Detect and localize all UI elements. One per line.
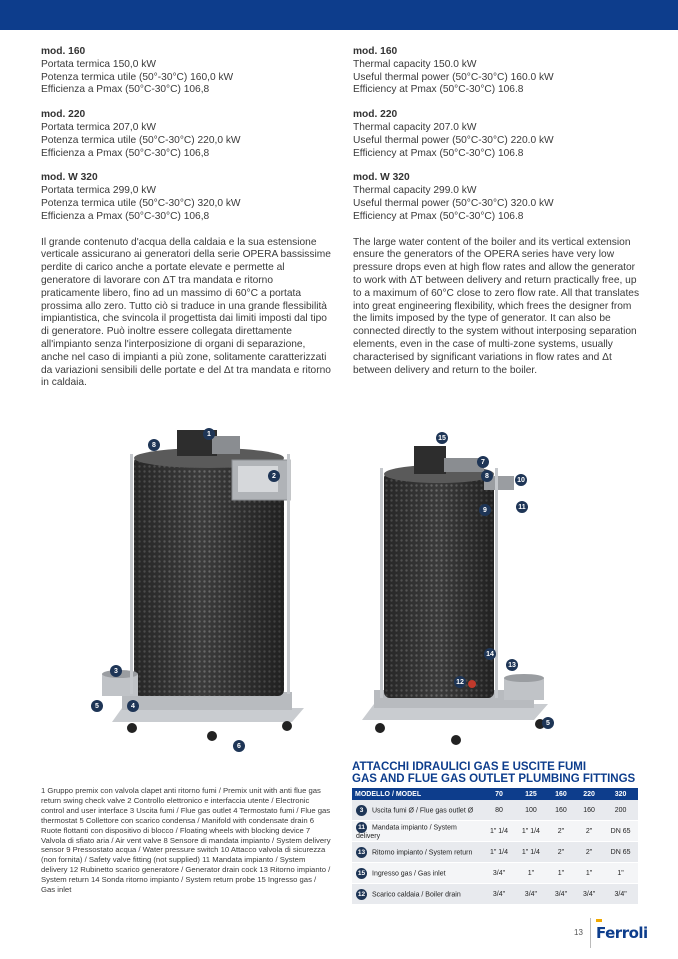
english-column	[353, 46, 643, 377]
brand-mark	[596, 919, 602, 922]
model-block	[353, 172, 643, 223]
row-label: Uscita fumi Ø / Flue gas outlet Ø	[372, 806, 474, 814]
callout-badge: 7	[477, 456, 489, 468]
table-row	[352, 863, 638, 884]
callout-badge: 12	[454, 676, 466, 688]
description-paragraph: The large water content of the boiler and its vertical extension ensure the generators of the OPERA series have very low pressure drops even at high flow rates and allow the generator to work with ΔT between delivery and return practically free, up to a maximum of 60°C close to zero flow rate. All that translates into great engineering flexibility, which frees the designer from the limits imposed by the type of generator. It can also be connected directly to the system without interposing separation elements, even in the case of multi-zone systems, usually characterised by significant variations in flow rates and Δt between delivery and return to the boiler.	[353, 236, 640, 376]
spec-line: Useful thermal power (50°C-30°C) 320.0 kW	[353, 197, 554, 209]
spec-line: Potenza termica utile (50°C-30°C) 220,0 kW	[41, 134, 241, 146]
callout-badge: 5	[542, 717, 554, 729]
callout-badge: 11	[516, 501, 528, 513]
row-label-cell	[352, 863, 483, 884]
table-cell: 2"	[547, 821, 575, 842]
callout-badge: 15	[436, 432, 448, 444]
component-legend: 1 Gruppo premix con valvola clapet anti ritorno fumi / Premix unit with anti flue gas return swing check valve 2 Controllo elettronico e interfaccia utente / Electronic control and user interface 3 Uscita fumi / Flue gas outlet 4 Termostato fumi / Flue gas thermostat 5 Collettore con scarico condensa / Manifold with condensate drain 6 Ruote flottanti con dispositivo di blocco / Floating wheels with blocking device 7 Valvola di sfiato aria / Air vent valve 8 Sensore di mandata impianto / System delivery sensor 9 Pressostato acqua / Water pressure switch 10 Attacco valvola di sicurezza (non fornita) / Safety valve fitting (not supplied) 11 Mandata impianto / System delivery 12 Rubinetto scarico generatore / Generator drain cock 13 Ritorno impianto / System return 14 Sonda ritorno impianto / System return probe 15 Ingresso gas / Gas inlet	[41, 786, 331, 895]
callout-badge: 2	[268, 470, 280, 482]
row-badge: 12	[357, 890, 366, 898]
table-row	[352, 800, 638, 821]
table-cell: 3/4"	[483, 863, 515, 884]
spec-line: Useful thermal power (50°C-30°C) 220.0 kW	[353, 134, 554, 146]
table-cell: 3/4"	[575, 884, 603, 905]
row-label: Mandata impianto / System delivery	[356, 824, 457, 840]
model-title: mod. 220	[41, 109, 86, 121]
column-header: 125	[515, 788, 547, 800]
table-cell: 2"	[547, 842, 575, 863]
model-block	[353, 109, 643, 160]
model-title: mod. W 320	[353, 172, 410, 184]
top-banner	[0, 0, 678, 30]
callout-badge: 13	[506, 659, 518, 671]
table-cell: 1" 1/4	[483, 821, 515, 842]
callout-badge: 5	[91, 700, 103, 712]
table-cell: 160	[575, 800, 603, 821]
row-badge: 3	[356, 805, 367, 816]
table-cell: 3/4"	[515, 884, 547, 905]
row-badge: 11	[356, 822, 367, 833]
callout-badge: 3	[110, 665, 122, 677]
row-badge: 15	[357, 869, 366, 877]
row-label: Scarico caldaia / Boiler drain	[372, 890, 461, 898]
spec-line: Efficiency at Pmax (50°C-30°C) 106.8	[353, 147, 524, 159]
spec-line: Portata termica 299,0 kW	[41, 185, 156, 197]
column-header: 220	[575, 788, 603, 800]
spec-line: Efficiency at Pmax (50°C-30°C) 106.8	[353, 210, 524, 222]
footer-divider	[590, 918, 591, 948]
table-cell: 2"	[575, 821, 603, 842]
spec-line: Efficienza a Pmax (50°C-30°C) 106,8	[41, 147, 210, 159]
model-block	[353, 46, 643, 97]
table-header-row	[352, 788, 638, 800]
callout-badge: 8	[148, 439, 160, 451]
model-block	[41, 172, 331, 223]
table-cell: 1" 1/4	[515, 821, 547, 842]
column-header: 70	[483, 788, 515, 800]
spec-line: Efficienza a Pmax (50°C-30°C) 106,8	[41, 210, 210, 222]
table-row	[352, 884, 638, 905]
spec-line: Thermal capacity 299.0 kW	[353, 185, 477, 197]
callout-badge: 1	[203, 428, 215, 440]
table-row	[352, 821, 638, 842]
callout-badge: 9	[479, 504, 491, 516]
table-cell: DN 65	[603, 821, 638, 842]
row-label-cell	[352, 884, 483, 905]
table-cell: 1"	[603, 863, 638, 884]
row-label-cell	[352, 800, 483, 821]
table-cell: 1" 1/4	[515, 842, 547, 863]
table-cell: 200	[603, 800, 638, 821]
table-cell: 1"	[575, 863, 603, 884]
callout-badge: 4	[127, 700, 139, 712]
italian-column	[41, 46, 331, 390]
table-cell: DN 65	[603, 842, 638, 863]
model-block	[41, 46, 331, 97]
column-header: MODELLO / MODEL	[352, 788, 483, 800]
spec-line: Efficienza a Pmax (50°C-30°C) 106,8	[41, 84, 210, 96]
model-block	[41, 109, 331, 160]
row-label-cell	[352, 842, 483, 863]
callout-badge: 6	[233, 740, 245, 752]
callout-badge: 14	[484, 648, 496, 660]
fittings-title-en: GAS AND FLUE GAS OUTLET PLUMBING FITTINGS	[352, 773, 636, 785]
spec-line: Potenza termica utile (50°C-30°C) 320,0 kW	[41, 197, 241, 209]
row-label: Ritorno impianto / System return	[372, 848, 473, 856]
spec-line: Portata termica 207,0 kW	[41, 121, 156, 133]
table-cell: 80	[483, 800, 515, 821]
column-header: 160	[547, 788, 575, 800]
table-cell: 1"	[547, 863, 575, 884]
row-label: Ingresso gas / Gas inlet	[372, 869, 446, 877]
table-cell: 100	[515, 800, 547, 821]
model-title: mod. W 320	[41, 172, 98, 184]
table-cell: 3/4"	[547, 884, 575, 905]
column-header: 320	[603, 788, 638, 800]
boiler-illustration-rear	[344, 428, 558, 758]
callout-badge: 10	[515, 474, 527, 486]
table-cell: 3/4"	[603, 884, 638, 905]
row-badge: 13	[357, 848, 366, 856]
table-cell: 3/4"	[483, 884, 515, 905]
page-number: 13	[574, 928, 583, 937]
spec-line: Portata termica 150,0 kW	[41, 58, 156, 70]
spec-line: Thermal capacity 150.0 kW	[353, 58, 477, 70]
table-cell: 2"	[575, 842, 603, 863]
table-cell: 1" 1/4	[483, 842, 515, 863]
table-cell: 160	[547, 800, 575, 821]
row-label-cell	[352, 821, 483, 842]
spec-line: Useful thermal power (50°C-30°C) 160.0 kW	[353, 71, 554, 83]
description-paragraph: Il grande contenuto d'acqua della caldaia e la sua estensione verticale assicurano ai generatori della serie OPERA bassissime perdite di carico anche a portate elevate e permette al generatore di lavorare con ΔT tra mandata e ritorno praticamente libero, fino ad un massimo di 60°C a portata prossima allo zero. Tutto ciò si traduce in una grande flessibilità impiantistica, che svincola il progettista dai limiti imposti dal tipo di generatore. Può inoltre essere collegata direttamente all'impianto senza l'interposizione di organi di separazione, anche nel caso di impianti a più zone, solitamente caratterizzati da variazioni sensibili delle portate e del Δt tra mandata e ritorno in caldaia.	[41, 236, 331, 389]
fittings-section	[352, 761, 638, 905]
model-title: mod. 160	[353, 46, 398, 57]
fittings-table	[352, 788, 638, 905]
boiler-illustration-front	[82, 424, 310, 754]
table-cell: 1"	[515, 863, 547, 884]
callout-badge: 8	[481, 470, 493, 482]
spec-line: Potenza termica utile (50°-30°C) 160,0 kW	[41, 71, 234, 83]
model-title: mod. 220	[353, 109, 398, 121]
spec-line: Efficiency at Pmax (50°C-30°C) 106.8	[353, 84, 524, 96]
spec-line: Thermal capacity 207.0 kW	[353, 121, 477, 133]
table-row	[352, 842, 638, 863]
model-title: mod. 160	[41, 46, 86, 57]
fittings-title-it: ATTACCHI IDRAULICI GAS E USCITE FUMI	[352, 761, 587, 773]
brand-logo: Ferroli	[596, 924, 648, 942]
